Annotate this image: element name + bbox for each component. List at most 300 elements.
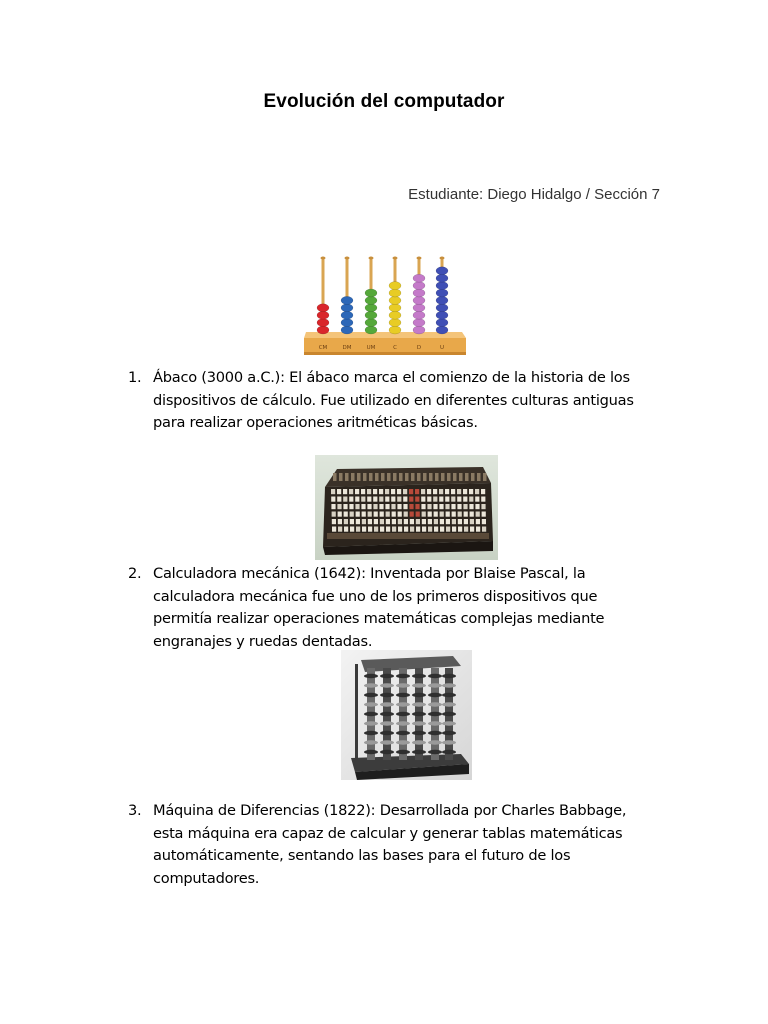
calculator-key bbox=[469, 504, 473, 509]
calculator-key bbox=[410, 512, 414, 517]
calculator-key bbox=[398, 527, 402, 532]
calculator-top-lever bbox=[423, 473, 427, 481]
calculator-key bbox=[410, 527, 414, 532]
calculator-key bbox=[416, 519, 420, 524]
calculator-key bbox=[373, 504, 377, 509]
calculator-key bbox=[332, 519, 336, 524]
calculator-key bbox=[392, 512, 396, 517]
calculator-key bbox=[362, 519, 366, 524]
calculator-key bbox=[440, 512, 444, 517]
list-number: 3. bbox=[128, 802, 142, 819]
engine-wheel bbox=[364, 750, 378, 754]
calculator-key bbox=[409, 497, 413, 502]
calculator-key bbox=[343, 489, 347, 494]
calculator-key bbox=[463, 489, 467, 494]
engine-wheel bbox=[364, 712, 378, 716]
calculator-key bbox=[355, 497, 359, 502]
calculator-top-lever bbox=[441, 473, 445, 481]
calculator-key bbox=[361, 489, 365, 494]
engine-wheel bbox=[428, 702, 442, 706]
engine-wheel bbox=[396, 750, 410, 754]
calculator-top-lever bbox=[411, 473, 415, 481]
calculator-key bbox=[469, 497, 473, 502]
calculator-key bbox=[415, 489, 419, 494]
calculator-key bbox=[349, 489, 353, 494]
engine-wheel bbox=[412, 731, 426, 735]
calculator-key bbox=[338, 519, 342, 524]
abacus-label: U bbox=[439, 345, 445, 351]
calculator-key bbox=[380, 527, 384, 532]
engine-wheel bbox=[442, 683, 456, 687]
calculator-key bbox=[409, 489, 413, 494]
list-item-3 bbox=[128, 800, 648, 890]
abacus-bead bbox=[413, 274, 425, 282]
calculator-top-lever bbox=[459, 473, 463, 481]
abacus-bead bbox=[389, 296, 401, 304]
calculator-key bbox=[458, 512, 462, 517]
abacus-rod-cap bbox=[393, 257, 398, 260]
calculator-top-lever bbox=[405, 473, 409, 481]
calculator-key bbox=[362, 527, 366, 532]
abacus-image bbox=[300, 254, 468, 356]
calculator-key bbox=[433, 489, 437, 494]
calculator-key bbox=[374, 512, 378, 517]
abacus-bead bbox=[317, 304, 329, 312]
calculator-key bbox=[422, 519, 426, 524]
abacus-illustration bbox=[300, 254, 468, 356]
calculator-key bbox=[404, 512, 408, 517]
calculator-key bbox=[361, 497, 365, 502]
abacus-bead bbox=[341, 319, 353, 327]
calculator-key bbox=[391, 489, 395, 494]
calculator-key bbox=[422, 527, 426, 532]
calculator-key bbox=[398, 519, 402, 524]
engine-wheel bbox=[380, 693, 394, 697]
calculator-key bbox=[476, 527, 480, 532]
engine-wheel bbox=[412, 683, 426, 687]
calculator-key bbox=[457, 504, 461, 509]
calculator-key bbox=[434, 527, 438, 532]
engine-wheel bbox=[428, 674, 442, 678]
engine-wheel bbox=[442, 740, 456, 744]
engine-wheel bbox=[428, 731, 442, 735]
calculator-key bbox=[421, 497, 425, 502]
calculator-key bbox=[445, 497, 449, 502]
calculator-key bbox=[332, 527, 336, 532]
calculator-key bbox=[343, 504, 347, 509]
abacus-bead bbox=[341, 311, 353, 319]
calculator-key bbox=[350, 519, 354, 524]
calculator-key bbox=[391, 497, 395, 502]
calculator-top-lever bbox=[429, 473, 433, 481]
list-item-text: Ábaco (3000 a.C.): El ábaco marca el comienzo de la historia de los dispositivos de cálculo. Fue utilizado en diferentes culturas antiguas para realizar operaciones aritméticas básicas. bbox=[153, 369, 634, 431]
engine-wheel bbox=[380, 750, 394, 754]
calculator-key bbox=[344, 512, 348, 517]
abacus-bead bbox=[389, 282, 401, 290]
abacus-bead bbox=[365, 289, 377, 297]
calculator-top-lever bbox=[375, 473, 379, 481]
abacus-bead bbox=[436, 296, 448, 304]
abacus-label: UM bbox=[366, 345, 376, 351]
calculator-key bbox=[452, 519, 456, 524]
pascal-calculator-image bbox=[315, 455, 498, 560]
calculator-top-lever bbox=[477, 473, 481, 481]
calculator-top-lever bbox=[369, 473, 373, 481]
engine-wheel bbox=[428, 721, 442, 725]
abacus-bead bbox=[365, 319, 377, 327]
engine-wheel bbox=[380, 740, 394, 744]
calculator-key bbox=[373, 489, 377, 494]
calculator-key bbox=[421, 489, 425, 494]
calculator-key bbox=[416, 512, 420, 517]
calculator-key bbox=[440, 527, 444, 532]
calculator-key bbox=[356, 527, 360, 532]
engine-wheel bbox=[396, 674, 410, 678]
abacus-bead bbox=[341, 304, 353, 312]
engine-wheel bbox=[364, 683, 378, 687]
calculator-key bbox=[398, 512, 402, 517]
calculator-top-lever bbox=[447, 473, 451, 481]
engine-wheel bbox=[442, 702, 456, 706]
calculator-key bbox=[445, 504, 449, 509]
calculator-key bbox=[428, 519, 432, 524]
calculator-key bbox=[475, 489, 479, 494]
calculator-top-lever bbox=[417, 473, 421, 481]
abacus-label: DM bbox=[342, 345, 352, 351]
calculator-key bbox=[368, 527, 372, 532]
calculator-key bbox=[349, 497, 353, 502]
engine-wheel bbox=[364, 702, 378, 706]
engine-wheel bbox=[364, 731, 378, 735]
calculator-key bbox=[482, 519, 486, 524]
abacus-bead bbox=[413, 326, 425, 334]
calculator-key bbox=[355, 504, 359, 509]
calculator-key bbox=[385, 489, 389, 494]
calculator-key bbox=[475, 504, 479, 509]
calculator-key bbox=[368, 519, 372, 524]
abacus-bead bbox=[413, 282, 425, 290]
calculator-key bbox=[440, 519, 444, 524]
abacus-label: C bbox=[393, 345, 397, 351]
abacus-bead bbox=[389, 326, 401, 334]
engine-wheel bbox=[428, 712, 442, 716]
engine-wheel bbox=[442, 750, 456, 754]
calculator-key bbox=[343, 497, 347, 502]
engine-wheel bbox=[380, 702, 394, 706]
calculator-key bbox=[464, 519, 468, 524]
calculator-key bbox=[410, 519, 414, 524]
engine-wheel bbox=[428, 740, 442, 744]
calculator-key bbox=[463, 504, 467, 509]
engine-wheel bbox=[412, 702, 426, 706]
calculator-key bbox=[350, 527, 354, 532]
abacus-bead bbox=[413, 296, 425, 304]
list-number: 1. bbox=[128, 369, 142, 386]
calculator-key bbox=[469, 489, 473, 494]
engine-wheel bbox=[380, 721, 394, 725]
calculator-key bbox=[344, 527, 348, 532]
calculator-key bbox=[409, 504, 413, 509]
calculator-key bbox=[481, 497, 485, 502]
calculator-top-lever bbox=[483, 473, 487, 481]
abacus-bead bbox=[413, 311, 425, 319]
abacus-bead bbox=[436, 274, 448, 282]
calculator-key bbox=[421, 504, 425, 509]
calculator-key bbox=[379, 504, 383, 509]
pascal-calculator-illustration bbox=[315, 455, 498, 560]
calculator-key bbox=[452, 512, 456, 517]
calculator-key bbox=[332, 512, 336, 517]
calculator-top-lever bbox=[471, 473, 475, 481]
engine-wheel bbox=[396, 702, 410, 706]
calculator-key bbox=[374, 527, 378, 532]
abacus-bead bbox=[317, 326, 329, 334]
calculator-key bbox=[445, 489, 449, 494]
abacus-rod-cap bbox=[417, 257, 422, 260]
calculator-key bbox=[482, 512, 486, 517]
calculator-key bbox=[439, 504, 443, 509]
calculator-key bbox=[463, 497, 467, 502]
engine-wheel bbox=[380, 712, 394, 716]
calculator-key bbox=[344, 519, 348, 524]
calculator-key bbox=[446, 512, 450, 517]
calculator-key bbox=[451, 489, 455, 494]
engine-wheel bbox=[442, 674, 456, 678]
engine-wheel bbox=[364, 721, 378, 725]
calculator-key bbox=[386, 527, 390, 532]
engine-wheel bbox=[396, 731, 410, 735]
calculator-key bbox=[428, 512, 432, 517]
abacus-bead bbox=[389, 304, 401, 312]
calculator-key bbox=[476, 519, 480, 524]
calculator-key bbox=[338, 527, 342, 532]
list-item-text: Máquina de Diferencias (1822): Desarrollada por Charles Babbage, esta máquina era capaz de calcular y generar tablas matemáticas automáticamente, sentando las bases para el futuro de los computadores. bbox=[153, 802, 627, 887]
calculator-key bbox=[379, 489, 383, 494]
calculator-key bbox=[434, 512, 438, 517]
calculator-top-lever bbox=[339, 473, 343, 481]
calculator-top-lever bbox=[345, 473, 349, 481]
calculator-key bbox=[331, 489, 335, 494]
engine-wheel bbox=[442, 731, 456, 735]
abacus-bead bbox=[341, 296, 353, 304]
engine-side-rod bbox=[355, 664, 358, 760]
abacus-bead bbox=[436, 311, 448, 319]
calculator-key bbox=[415, 497, 419, 502]
abacus-bead bbox=[413, 304, 425, 312]
calculator-key bbox=[374, 519, 378, 524]
calculator-top-lever bbox=[381, 473, 385, 481]
engine-wheel bbox=[442, 693, 456, 697]
engine-wheel bbox=[380, 731, 394, 735]
abacus-rod-cap bbox=[440, 257, 445, 260]
document-title: Evolución del computador bbox=[263, 91, 505, 112]
abacus-bead bbox=[365, 296, 377, 304]
calculator-top-lever bbox=[351, 473, 355, 481]
abacus-bead bbox=[436, 326, 448, 334]
engine-wheel bbox=[428, 683, 442, 687]
calculator-key bbox=[481, 504, 485, 509]
calculator-top-lever bbox=[435, 473, 439, 481]
calculator-key bbox=[355, 489, 359, 494]
abacus-label: D bbox=[416, 345, 422, 351]
calculator-key bbox=[356, 519, 360, 524]
abacus-label: CM bbox=[318, 345, 328, 351]
calculator-key bbox=[482, 527, 486, 532]
engine-wheel bbox=[412, 712, 426, 716]
calculator-key bbox=[416, 527, 420, 532]
calculator-key bbox=[481, 489, 485, 494]
list-item-text: Calculadora mecánica (1642): Inventada por Blaise Pascal, la calculadora mecánica fue uno de los primeros dispositivos que permitía realizar operaciones matemáticas complejas mediante engranajes y ruedas dentadas. bbox=[153, 565, 605, 650]
calculator-key bbox=[475, 497, 479, 502]
calculator-key bbox=[415, 504, 419, 509]
engine-wheel bbox=[396, 740, 410, 744]
abacus-rod-cap bbox=[321, 257, 326, 260]
abacus-bead bbox=[341, 326, 353, 334]
calculator-key bbox=[427, 497, 431, 502]
calculator-key bbox=[397, 489, 401, 494]
calculator-top-lever bbox=[453, 473, 457, 481]
calculator-key bbox=[404, 527, 408, 532]
calculator-key bbox=[457, 497, 461, 502]
calculator-top-lever bbox=[387, 473, 391, 481]
abacus-rod-cap bbox=[369, 257, 374, 260]
calculator-key bbox=[356, 512, 360, 517]
abacus-bead bbox=[317, 311, 329, 319]
calculator-key bbox=[385, 504, 389, 509]
calculator-key bbox=[403, 497, 407, 502]
calculator-key bbox=[380, 512, 384, 517]
calculator-key bbox=[451, 504, 455, 509]
engine-wheel bbox=[442, 712, 456, 716]
engine-wheel bbox=[396, 721, 410, 725]
abacus-bead bbox=[317, 319, 329, 327]
engine-wheel bbox=[364, 740, 378, 744]
calculator-key bbox=[439, 489, 443, 494]
engine-wheel bbox=[412, 740, 426, 744]
calculator-top-lever bbox=[363, 473, 367, 481]
calculator-key bbox=[338, 512, 342, 517]
engine-wheel bbox=[364, 674, 378, 678]
calculator-key bbox=[380, 519, 384, 524]
abacus-bead bbox=[389, 319, 401, 327]
calculator-key bbox=[331, 504, 335, 509]
engine-wheel bbox=[412, 721, 426, 725]
abacus-bead bbox=[413, 289, 425, 297]
engine-wheel bbox=[380, 683, 394, 687]
calculator-key bbox=[349, 504, 353, 509]
calculator-key bbox=[392, 519, 396, 524]
calculator-key bbox=[403, 504, 407, 509]
abacus-bead bbox=[389, 289, 401, 297]
student-line: Estudiante: Diego Hidalgo / Sección 7 bbox=[408, 186, 660, 203]
calculator-key bbox=[367, 504, 371, 509]
calculator-key bbox=[367, 497, 371, 502]
calculator-key bbox=[397, 497, 401, 502]
calculator-key bbox=[464, 512, 468, 517]
difference-engine-image bbox=[341, 650, 472, 780]
calculator-key bbox=[433, 504, 437, 509]
calculator-key bbox=[397, 504, 401, 509]
calculator-top-lever bbox=[393, 473, 397, 481]
list-item-2 bbox=[128, 563, 648, 653]
calculator-key bbox=[361, 504, 365, 509]
abacus-bead bbox=[436, 289, 448, 297]
calculator-key bbox=[373, 497, 377, 502]
calculator-top-lever bbox=[465, 473, 469, 481]
calculator-key bbox=[367, 489, 371, 494]
calculator-key bbox=[337, 504, 341, 509]
engine-wheel bbox=[364, 693, 378, 697]
calculator-key bbox=[451, 497, 455, 502]
calculator-key bbox=[452, 527, 456, 532]
abacus-bead bbox=[436, 319, 448, 327]
calculator-key bbox=[433, 497, 437, 502]
engine-wheel bbox=[396, 712, 410, 716]
calculator-key bbox=[427, 489, 431, 494]
calculator-key bbox=[470, 512, 474, 517]
calculator-key bbox=[391, 504, 395, 509]
calculator-key bbox=[350, 512, 354, 517]
engine-wheel bbox=[412, 674, 426, 678]
engine-wheel bbox=[396, 693, 410, 697]
calculator-key bbox=[427, 504, 431, 509]
abacus-bead bbox=[365, 311, 377, 319]
calculator-key bbox=[337, 497, 341, 502]
calculator-key bbox=[422, 512, 426, 517]
calculator-key bbox=[446, 527, 450, 532]
abacus-rod-cap bbox=[345, 257, 350, 260]
engine-wheel bbox=[428, 750, 442, 754]
list-item-1 bbox=[128, 367, 648, 435]
calculator-key bbox=[385, 497, 389, 502]
calculator-key bbox=[458, 527, 462, 532]
calculator-key bbox=[434, 519, 438, 524]
abacus-bead bbox=[436, 304, 448, 312]
calculator-key bbox=[476, 512, 480, 517]
abacus-bead bbox=[389, 311, 401, 319]
calculator-key bbox=[368, 512, 372, 517]
abacus-bead bbox=[365, 326, 377, 334]
calculator-key bbox=[458, 519, 462, 524]
calculator-top-lever bbox=[399, 473, 403, 481]
engine-wheel bbox=[412, 693, 426, 697]
engine-wheel bbox=[396, 683, 410, 687]
calculator-key bbox=[470, 527, 474, 532]
list-number: 2. bbox=[128, 565, 142, 582]
calculator-key bbox=[446, 519, 450, 524]
abacus-bead bbox=[436, 282, 448, 290]
calculator-key bbox=[392, 527, 396, 532]
calculator-key bbox=[404, 519, 408, 524]
calculator-key bbox=[331, 497, 335, 502]
engine-wheel bbox=[380, 674, 394, 678]
calculator-key bbox=[386, 519, 390, 524]
calculator-top-lever bbox=[357, 473, 361, 481]
calculator-key bbox=[464, 527, 468, 532]
calculator-key bbox=[337, 489, 341, 494]
difference-engine-illustration bbox=[341, 650, 472, 780]
calculator-top-lever bbox=[333, 473, 337, 481]
abacus-base-shadow bbox=[304, 352, 466, 355]
calculator-key bbox=[379, 497, 383, 502]
calculator-key bbox=[362, 512, 366, 517]
calculator-key bbox=[403, 489, 407, 494]
abacus-bead bbox=[365, 304, 377, 312]
abacus-bead bbox=[436, 267, 448, 275]
calculator-key bbox=[470, 519, 474, 524]
engine-wheel bbox=[442, 721, 456, 725]
abacus-bead bbox=[413, 319, 425, 327]
